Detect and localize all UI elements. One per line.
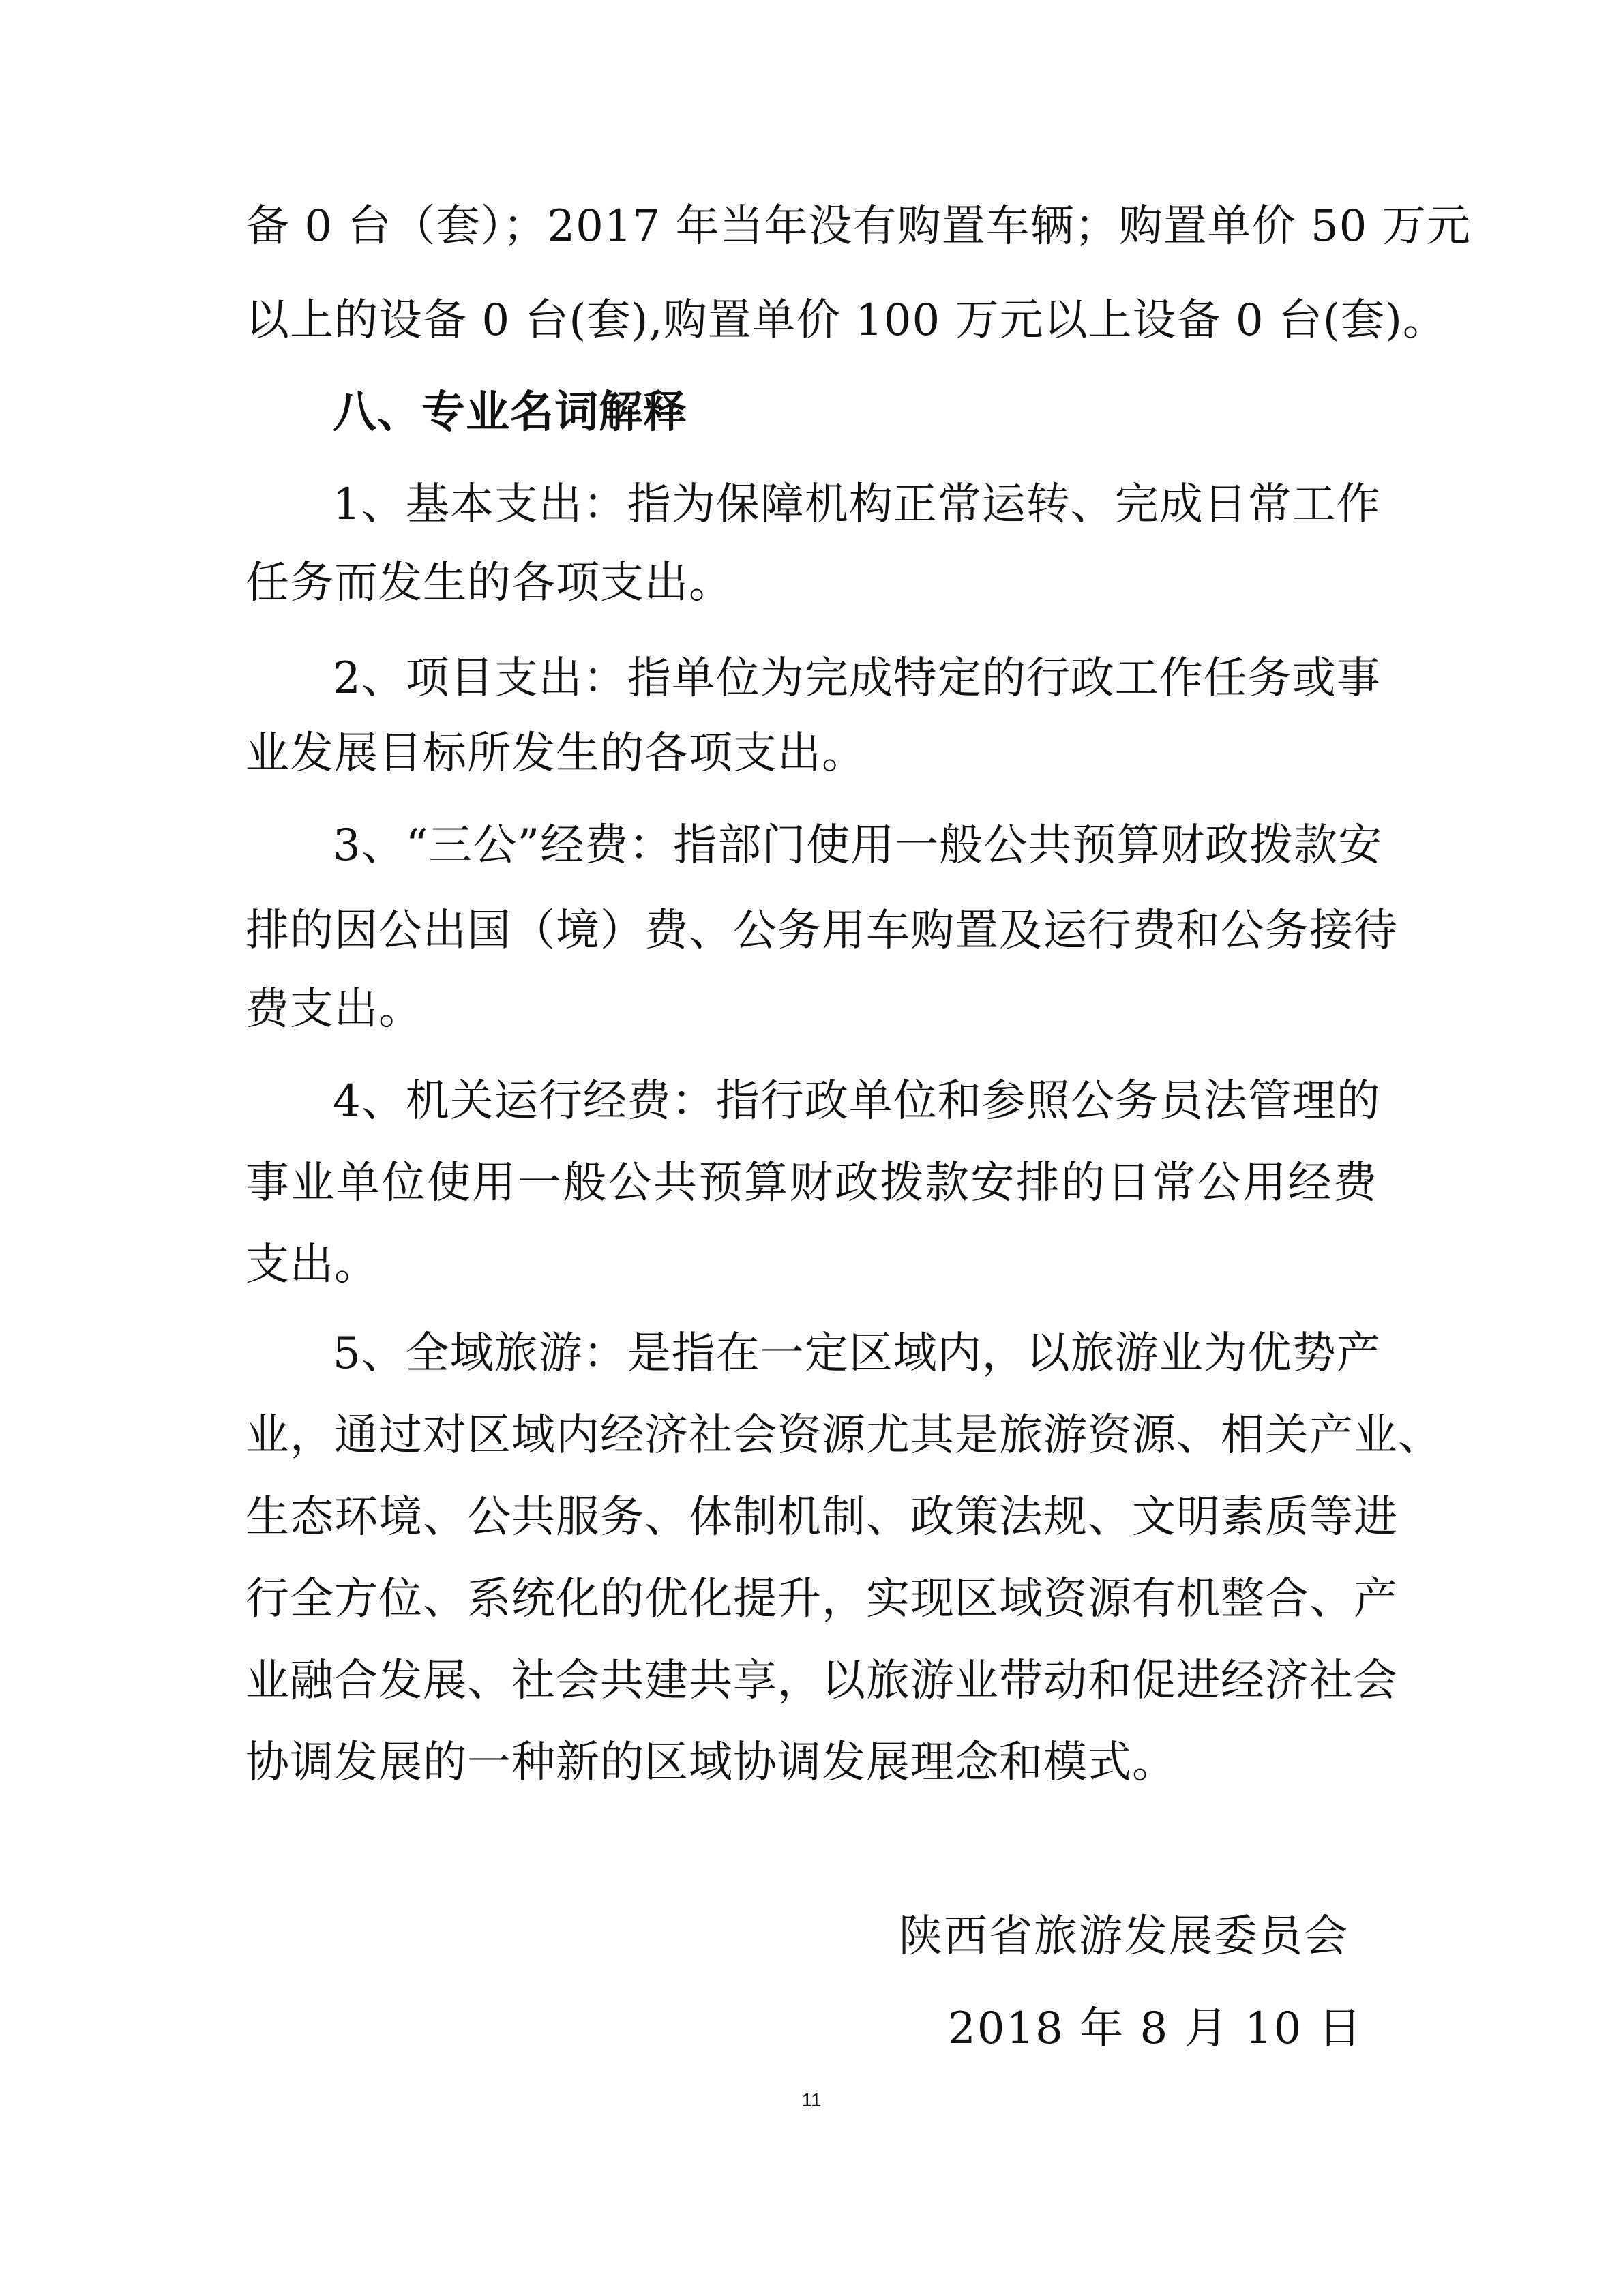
definition-line: 4、机关运行经费：指行政单位和参照公务员法管理的: [333, 1076, 1381, 1127]
definition-line: 1、基本支出：指为保障机构正常运转、完成日常工作: [333, 479, 1381, 530]
definition-line: 2、项目支出：指单位为完成特定的行政工作任务或事: [333, 653, 1381, 704]
definition-line: 支出。: [245, 1240, 378, 1290]
section-heading: 八、专业名词解释: [333, 387, 687, 438]
definition-line: 事业单位使用一般公共预算财政拨款安排的日常公用经费: [245, 1158, 1378, 1208]
definition-line: 业发展目标所发生的各项支出。: [245, 728, 866, 779]
body-text-line: 备 0 台（套）；2017 年当年没有购置车辆；购置单价 50 万元: [245, 201, 1471, 252]
signature-organization: 陕西省旅游发展委员会: [899, 1911, 1349, 1962]
definition-line: 行全方位、系统化的优化提升，实现区域资源有机整合、产: [245, 1574, 1398, 1624]
definition-line: 协调发展的一种新的区域协调发展理念和模式。: [245, 1738, 1176, 1788]
definition-line: 业，通过对区域内经济社会资源尤其是旅游资源、相关产业、: [245, 1410, 1442, 1461]
definition-line: 任务而发生的各项支出。: [245, 558, 733, 608]
definition-line: 5、全域旅游：是指在一定区域内，以旅游业为优势产: [333, 1328, 1381, 1379]
definition-line: 3、“三公”经费：指部门使用一般公共预算财政拨款安: [333, 820, 1383, 871]
page-number: 11: [801, 2089, 822, 2111]
definition-line: 排的因公出国（境）费、公务用车购置及运行费和公务接待: [245, 906, 1398, 956]
definition-line: 费支出。: [245, 984, 423, 1034]
signature-date: 2018 年 8 月 10 日: [948, 2003, 1363, 2054]
definition-line: 业融合发展、社会共建共享，以旅游业带动和促进经济社会: [245, 1656, 1398, 1706]
body-text-line: 以上的设备 0 台(套),购置单价 100 万元以上设备 0 台(套)。: [245, 295, 1447, 346]
definition-line: 生态环境、公共服务、体制机制、政策法规、文明素质等进: [245, 1492, 1398, 1542]
